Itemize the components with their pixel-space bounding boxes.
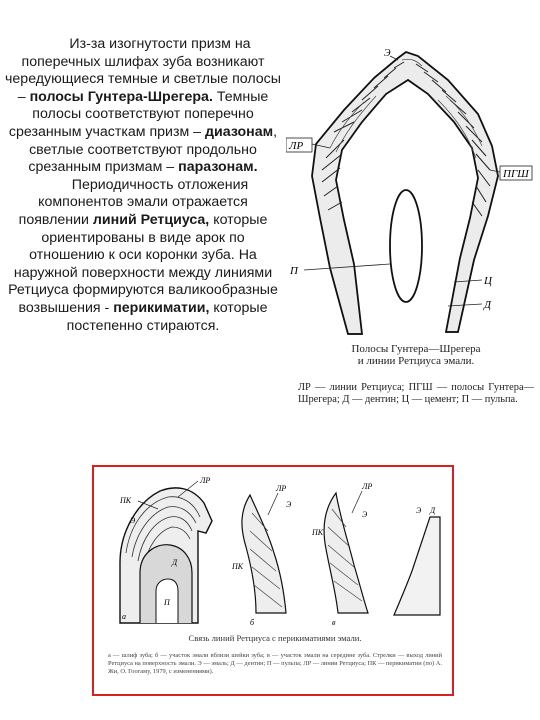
fig2-label-e-v: Э [362,510,368,519]
paragraph-retzius [2,177,284,335]
figure1-caption-line1: Полосы Гунтера—Шрегера [351,343,481,355]
fig2-label-e-a: Э [130,516,136,525]
p2-text-2: которые ориентированы в виде арок по отношению к оси коронки зуба. На наружной поверхности между линиями Ретциуса формируются валикообразные возвышения - [8,211,278,316]
p2-text-3: которые постепенно стираются. [66,299,268,334]
figure2-caption-legend: а — шлиф зуба; б — участок эмали вблизи шейки зуба; в — участок эмали на середине зуба. Стрелки — выход линий Ретциуса на поверхность эмали. Э — эмаль; Д — дентин; П — пульпа; ЛР — линии Ретциуса; ПК — перикиматии (по) А. Жи, О. Гоогаму, 1979, с изменениями). [108,652,442,676]
dentin-root [348,332,458,334]
tooth-section-diagram [286,36,534,336]
p2-text-1: Периодичность отложения компонентов эмали отражается появлении [18,176,249,228]
figure2-caption-title: Связь линий Ретциуса с перикиматиями эмали. [188,633,362,643]
p1-term-parazones: паразонам. [178,159,258,176]
fig2-label-pk-v: ПК [312,528,324,537]
fig1-label-lr: ЛР [289,140,304,152]
retzius-perikymata-diagram [100,473,446,633]
fig2-label-v: в [332,618,336,627]
p1-term-hunter-schreger: полосы Гунтера-Шрегера. [29,88,213,105]
paragraph-hunter-schreger [2,36,284,177]
p1-text-1: Из-за изогнутости призм на поперечных шлифах зуба возникают чередующиеся темные и светлые полосы – [5,36,281,105]
fig2-label-d-a: Д [172,558,178,567]
fig2-label-a: а [122,612,126,621]
main-text-block [2,36,284,335]
fig2-label-d-g: Д [430,506,436,515]
figure2-frame [92,465,454,696]
panel-g-enamel-surface [394,517,440,615]
figure2-caption [108,633,442,677]
p2-term-retzius-lines: линий Ретциуса, [92,211,210,228]
fig2-label-p-a: П [164,598,170,607]
fig2-label-b: б [250,618,255,627]
figure1-caption [298,343,534,407]
fig2-label-pk-a: ПК [120,496,132,505]
fig2-label-lr-v: ЛР [362,482,373,491]
p1-text-2: Темные полосы соответствуют поперечно срезанным участкам призм – [8,88,269,140]
p1-term-diazones: диазонам [205,123,274,140]
figure1-caption-title [298,343,534,368]
fig1-label-ts: Ц [484,275,492,287]
fig1-label-pgsh: ПГШ [503,168,529,180]
fig2-label-pk-b: ПК [232,562,244,571]
fig2-label-lr-b: ЛР [276,484,287,493]
figure1-caption-line2: и линии Ретциуса эмали. [357,355,475,368]
pulp-chamber [390,190,422,302]
fig1-label-p: П [290,265,298,277]
fig2-label-lr-a: ЛР [200,476,211,485]
panel-b-enamel-near-neck [242,495,286,613]
fig1-label-e: Э [384,48,391,59]
figure1-caption-legend: ЛР — линии Ретциуса; ПГШ — полосы Гунтера—Шрегера; Д — дентин; Ц — цемент; П — пульпа. [298,381,534,406]
fig2-label-e-g: Э [416,506,422,515]
fig1-label-d: Д [484,299,491,311]
p2-term-perikymata: перикиматии, [113,299,210,316]
fig2-label-e-b: Э [286,500,292,509]
p1-text-3: , светлые соответствуют продольно срезанным призмам – [28,123,278,176]
